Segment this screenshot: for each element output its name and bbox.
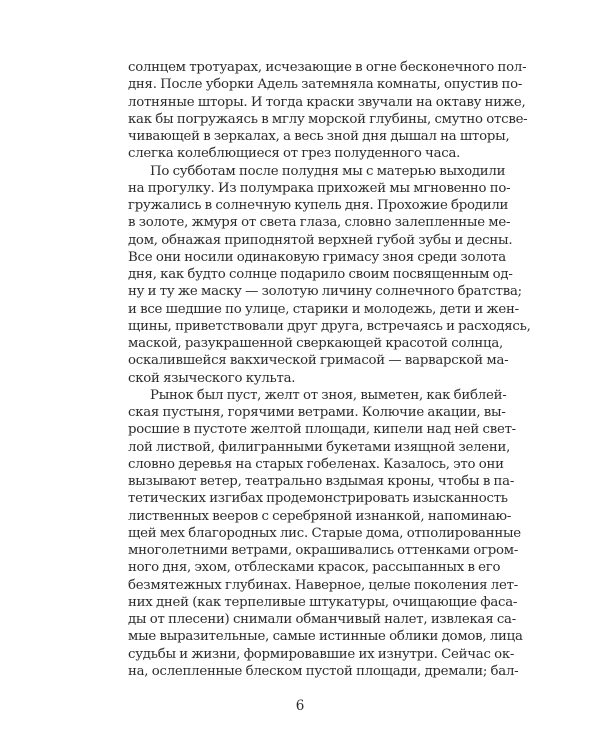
paragraph	[128, 59, 528, 163]
text-line: Все они носили одинаковую гримасу зноя среди золота	[128, 249, 506, 265]
text-line: безмятежных глубинах. Наверное, целые поколения лет-	[128, 577, 518, 593]
text-line: По субботам после полудня мы с матерью выходили	[150, 163, 506, 179]
text-line: на, ослепленные блеском пустой площади, дремали; бал-	[128, 663, 519, 679]
text-line: Рынок был пуст, желт от зноя, выметен, как библей-	[150, 387, 507, 403]
text-line: росшие в пустоте желтой площади, кипели над ней свет-	[128, 422, 516, 438]
text-line: гружались в солнечную купель дня. Прохожие бродили	[128, 198, 509, 213]
text-line: словно деревья на старых гобеленах. Казалось, это они	[128, 456, 504, 472]
text-line: оскалившейся вакхической гримасой — варварской ма-	[128, 353, 509, 369]
text-line: солнцем тротуарах, исчезающие в огне бесконечного пол-	[128, 60, 527, 75]
text-line: лой листвой, филигранными букетами изящной зелени,	[128, 439, 511, 455]
text-line: ну и ту же маску — золотую личину солнечного братства;	[128, 284, 522, 300]
text-line: ской языческого культа.	[128, 370, 296, 386]
text-line: ская пустыня, горячими ветрами. Колючие акации, вы-	[128, 405, 506, 420]
text-line: в золоте, жмуря от света глаза, словно залепленные ме-	[128, 215, 511, 231]
text-line: маской, разукрашенной сверкающей красотой солнца,	[128, 336, 503, 351]
text-line: на прогулку. Из полумрака прихожей мы мгновенно по-	[128, 180, 511, 196]
text-line: щей мех благородных лис. Старые дома, отполированные	[128, 525, 521, 541]
text-line: ного дня, эхом, отблесками красок, рассыпанных в его	[128, 560, 501, 576]
text-line: лотняные шторы. И тогда краски звучали на октаву ниже,	[128, 94, 526, 110]
text-line: тетических изгибах продемонстрировать изысканность	[128, 491, 508, 507]
text-line: и все шедшие по улице, старики и молодежь, дети и жен-	[128, 301, 519, 317]
text-line: как бы погружаясь в мглу морской глубины, смутно отсве-	[128, 111, 528, 127]
text-line: чивающей в зеркалах, а весь зной дня дышал на шторы,	[128, 129, 510, 144]
text-line: них дней (как терпеливые штукатуры, очищающие фаса-	[128, 594, 518, 610]
text-line: многолетними ветрами, окрашивались оттенками огром-	[128, 543, 519, 558]
text-line: дом, обнажая приподнятой верхней губой зубы и десны.	[128, 232, 513, 248]
text-line: ды от плесени) снимали обманчивый налет, извлекая са-	[128, 612, 516, 627]
body-text	[128, 59, 531, 680]
text-line: слегка колеблющиеся от грез полуденного часа.	[128, 146, 461, 162]
page-number: 6	[295, 698, 305, 714]
text-line: дня, как будто солнце подарило своим посвященным од-	[128, 267, 513, 282]
text-line: дня. После уборки Адель затемняла комнаты, опустив по-	[128, 77, 523, 93]
text-line: мые выразительные, самые истинные облики домов, лица	[128, 629, 523, 645]
paragraph	[128, 163, 531, 387]
paragraph	[128, 387, 523, 680]
text-line: судьбы и жизни, формировавшие их изнутри. Сейчас ок-	[128, 646, 515, 662]
text-line: щины, приветствовали друг друга, встречаясь и расходясь,	[128, 318, 531, 334]
text-line: вызывают ветер, театрально вздымая кроны, чтобы в па-	[128, 474, 515, 489]
text-line: лиственных вееров с серебряной изнанкой, напоминаю-	[128, 508, 512, 524]
